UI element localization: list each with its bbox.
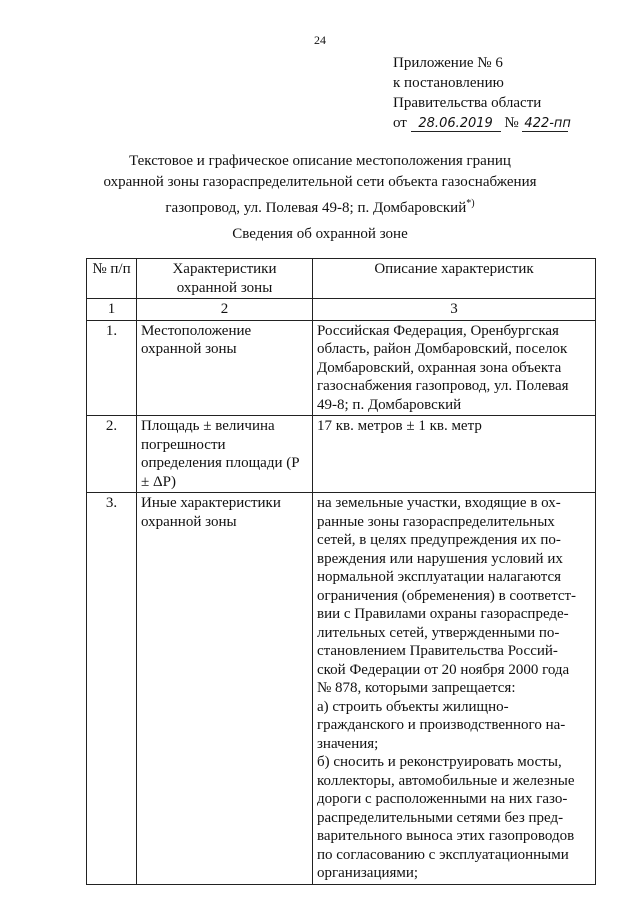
page-number: 24 (314, 33, 326, 47)
appendix-date-line (393, 113, 571, 133)
decree-number: 422-пп (524, 116, 571, 131)
appendix-line-1: Приложение № 6 (393, 55, 503, 71)
numbering-2: 2 (137, 299, 313, 321)
desc-line: область, район Домбаровский, поселок (317, 341, 568, 357)
desc-line: Российская Федерация, Оренбургская (317, 322, 559, 339)
desc-line: значения; (317, 735, 379, 752)
desc-line: нормальной эксплуатации налагаются (317, 569, 562, 585)
desc-line: ранные зоны газораспределительных (317, 513, 555, 530)
desc-line: дороги с расположенными на них газо- (317, 791, 568, 807)
desc-line: ограничения (обременения) в соответст- (317, 587, 577, 604)
desc-line: вреждения или нарушения условий их (317, 550, 563, 567)
desc-line: распределительными сетями без пред- (317, 809, 564, 826)
row-description (313, 493, 596, 885)
row-number: 2. (87, 416, 137, 493)
desc-line: коллекторы, автомобильные и железные (317, 772, 575, 789)
row-characteristic: Местоположение охранной зоны (137, 320, 313, 416)
appendix-line-2: к постановлению (393, 75, 504, 91)
header-characteristic: Характеристики охранной зоны (137, 259, 313, 299)
desc-line: ской Федерации от 20 ноября 2000 года (317, 661, 570, 678)
table-row (87, 320, 596, 416)
row-number: 1. (87, 320, 137, 416)
desc-line: становлением Правительства Россий- (317, 643, 558, 659)
numbering-1: 1 (87, 299, 137, 321)
title-line-3 (100, 193, 540, 219)
number-label: № (504, 115, 519, 131)
row-number: 3. (87, 493, 137, 885)
title-line-3-text: газопровод, ул. Полевая 49-8; п. Домбаровский (165, 200, 467, 216)
desc-line: а) строить объекты жилищно- (317, 698, 509, 715)
row-characteristic: Иные характеристики охранной зоны (137, 493, 313, 885)
desc-line: сетей, в целях предупреждения их по- (317, 532, 561, 548)
numbering-3: 3 (313, 299, 596, 321)
row-characteristic: Площадь ± величина погрешности определения площади (P ± ΔP) (137, 416, 313, 493)
title-line-2: охранной зоны газораспределительной сети объекта газоснабжения (103, 174, 537, 190)
header-num: № п/п (87, 259, 137, 299)
desc-line: по согласованию с эксплуатационными (317, 846, 569, 863)
desc-line: Домбаровский, охранная зона объекта (317, 359, 562, 376)
table-row (87, 493, 596, 885)
desc-line: варительного выноса этих газопроводов (317, 828, 575, 844)
row-description (313, 416, 596, 493)
desc-line: гражданского и производственного на- (317, 717, 566, 733)
desc-line: на земельные участки, входящие в ох- (317, 495, 561, 511)
desc-line: лительных сетей, утвержденными по- (317, 624, 560, 641)
desc-line: 49-8; п. Домбаровский (317, 396, 462, 413)
desc-line: № 878, которыми запрещается: (317, 680, 516, 696)
desc-line: б) сносить и реконструировать мосты, (317, 754, 562, 770)
desc-line: 17 кв. метров ± 1 кв. метр (317, 418, 482, 434)
decree-date: 28.06.2019 (411, 117, 501, 132)
footnote-mark: *) (466, 198, 475, 209)
from-label: от (393, 115, 407, 131)
table-header-row (87, 259, 596, 299)
desc-line: газоснабжения газопровод, ул. Полевая (317, 378, 569, 394)
appendix-block (393, 53, 571, 133)
desc-line: вии с Правилами охраны газораспреде- (317, 606, 569, 622)
appendix-line-3: Правительства области (393, 95, 542, 111)
row-description (313, 320, 596, 416)
zone-table (86, 258, 596, 885)
document-title (100, 151, 540, 219)
title-line-1: Текстовое и графическое описание местоположения границ (129, 153, 511, 169)
table-row (87, 416, 596, 493)
table-numbering-row (87, 299, 596, 321)
section-subtitle: Сведения об охранной зоне (232, 226, 408, 242)
desc-line: организациями; (317, 865, 419, 881)
header-description: Описание характеристик (313, 259, 596, 299)
